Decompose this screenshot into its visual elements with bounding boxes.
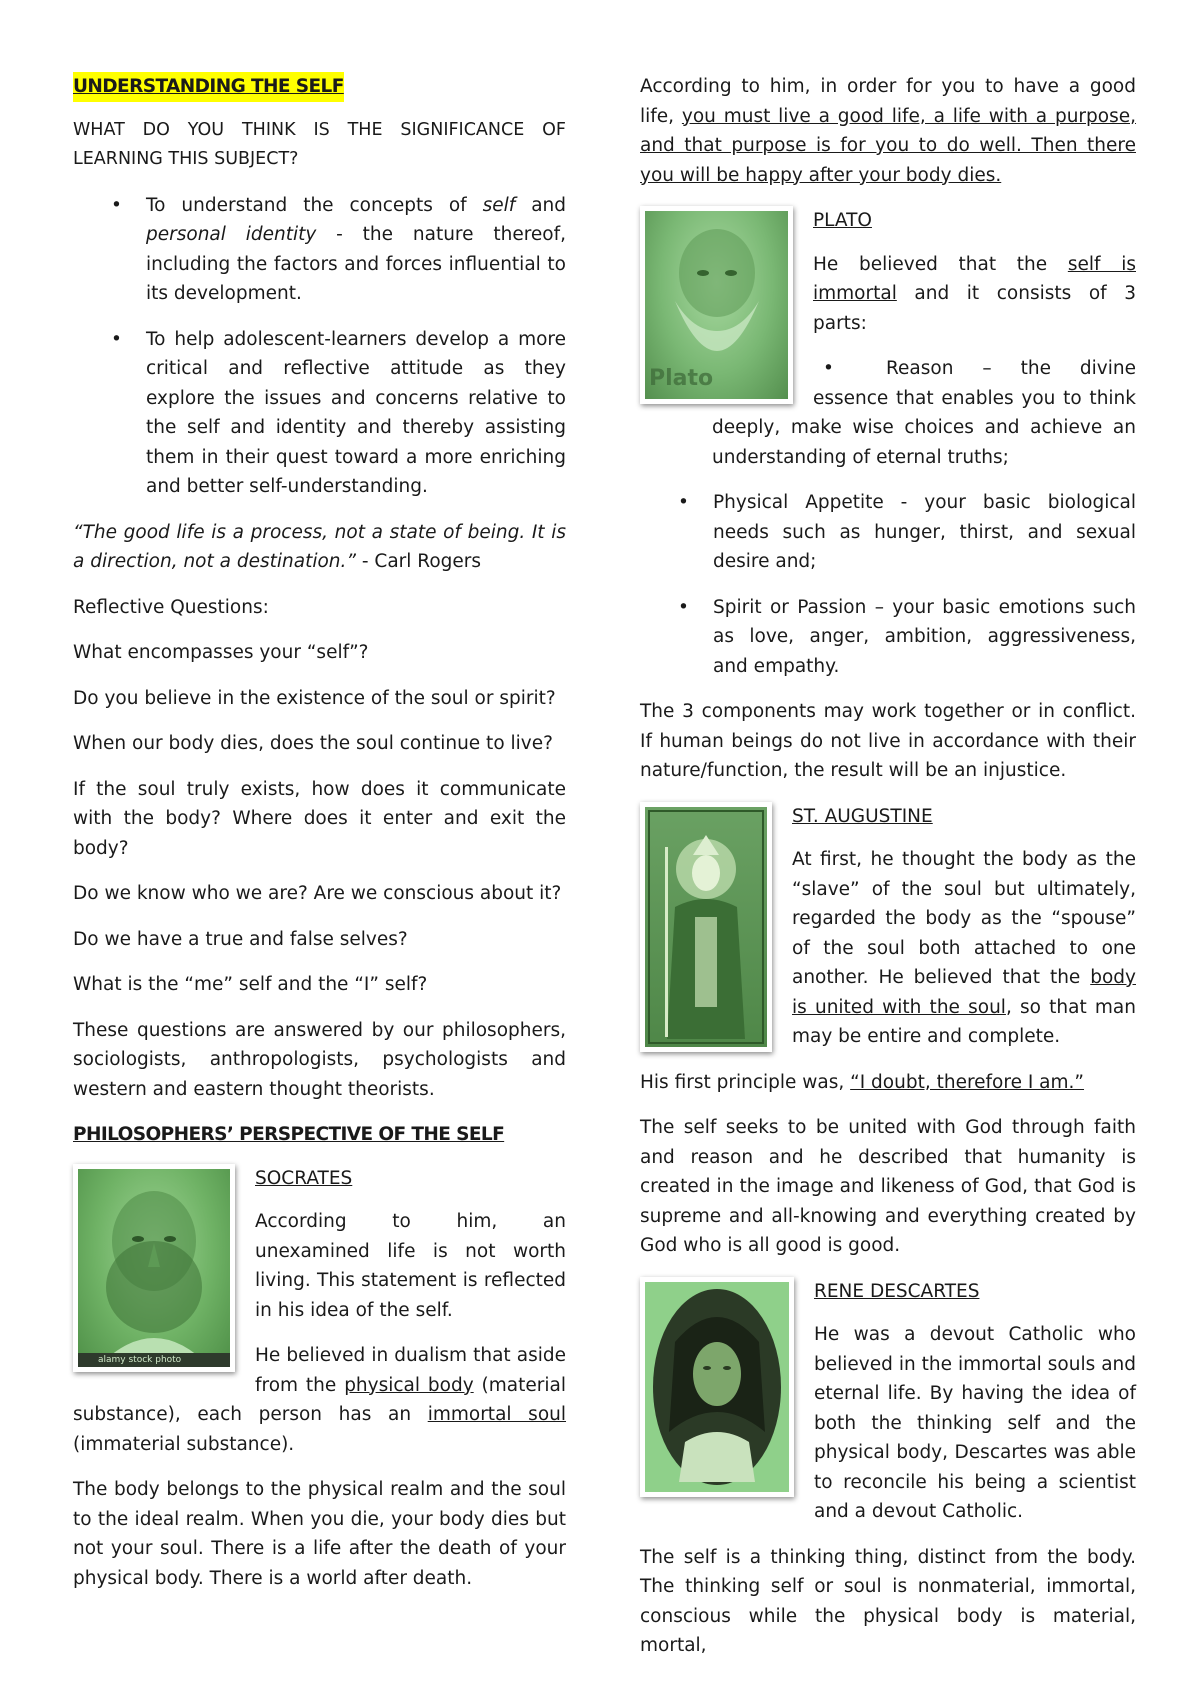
- socrates-section: [73, 1164, 566, 1594]
- augustine-p3: The self seeks to be united with God through faith and reason and he described that humanity is created in the image and likeness of God, that God is supreme and all-knowing and everything created by God who is all good is good.: [640, 1117, 1136, 1256]
- socrates-portrait-art: [78, 1169, 230, 1367]
- socrates-p2: He believed in dualism that aside from the physical body (material substance), each person has an immortal soul (immaterial substance).: [73, 1345, 567, 1455]
- question-item: What is the “me” self and the “I” self?: [73, 974, 428, 995]
- immortal-soul-term: immortal soul: [427, 1404, 567, 1425]
- augustine-p2: His first principle was, “I doubt, therefore I am.”: [640, 1071, 1085, 1093]
- plato-p1: He believed that the self is immortal and it consists of 3 parts:: [813, 253, 1136, 334]
- right-column: [640, 72, 1136, 1677]
- descartes-section: [640, 1277, 1136, 1661]
- descartes-name: RENE DESCARTES: [814, 1280, 980, 1302]
- physical-body-term: physical body: [344, 1374, 474, 1396]
- plato-name: PLATO: [813, 210, 872, 231]
- augustine-portrait-art: [645, 807, 767, 1047]
- question-item: Do we have a true and false selves?: [73, 928, 408, 950]
- page-title: UNDERSTANDING THE SELF: [73, 72, 344, 102]
- augustine-portrait: [645, 807, 767, 1047]
- augustine-figure: [640, 802, 772, 1052]
- stock-watermark: alamy stock photo: [78, 1353, 230, 1367]
- quote-text: “The good life is a process, not a state of being. It is a direction, not a destination.”: [73, 521, 566, 572]
- list-item: • Spirit or Passion – your basic emotions such as love, anger, ambition, aggressiveness, and empathy.: [640, 593, 1136, 682]
- socrates-continued: According to him, in order for you to have a good life, you must live a good life, a life with a purpose, and that purpose is for you to do well. Then there you will be happy after your body dies.: [640, 76, 1137, 186]
- first-principle: “I doubt, therefore I am.”: [850, 1071, 1085, 1093]
- quote: [73, 518, 566, 577]
- left-column: [73, 72, 566, 1609]
- self-immortal-term: self is immortal: [813, 253, 1136, 304]
- socrates-p3: The body belongs to the physical realm and the soul to the ideal realm. When you die, your body dies but not your soul. There is a life after the death of your physical body. There is a world after death.: [73, 1479, 566, 1589]
- descartes-p2: The self is a thinking thing, distinct from the body. The thinking self or soul is nonmaterial, immortal, conscious while the physical body is material, mortal,: [640, 1546, 1136, 1656]
- descartes-portrait-art: [645, 1282, 789, 1492]
- question-item: Do you believe in the existence of the soul or spirit?: [73, 687, 556, 709]
- augustine-p1: At first, he thought the body as the “slave” of the soul but ultimately, regarded the body as the “spouse” of the soul both attached to one another. He believed that the body is united with the soul, so that man may be entire and complete.: [792, 849, 1136, 1047]
- descartes-portrait: [645, 1282, 789, 1492]
- list-item: • To understand the concepts of self and personal identity - the nature thereof, including the factors and forces influential to its development.: [73, 191, 566, 309]
- question-item: Do we know who we are? Are we conscious about it?: [73, 883, 562, 904]
- descartes-p1: He was a devout Catholic who believed in the immortal souls and eternal life. By having the idea of both the thinking self and the physical body, Descartes was able to reconcile his being a scientist and a devout Catholic.: [814, 1324, 1136, 1522]
- list-item: • To help adolescent-learners develop a more critical and reflective attitude as they explore the issues and concerns relative to the self and identity and thereby assisting them in their quest toward a more enriching and better self-understanding.: [73, 325, 566, 502]
- question-item: If the soul truly exists, how does it communicate with the body? Where does it enter and exit the body?: [73, 778, 566, 859]
- question-item: When our body dies, does the soul continue to live?: [73, 733, 553, 754]
- reflective-heading: Reflective Questions:: [73, 596, 269, 618]
- term-personal-identity: personal identity: [146, 224, 317, 245]
- socrates-figure: [73, 1164, 235, 1372]
- objectives-list: [73, 191, 566, 502]
- descartes-figure: [640, 1277, 794, 1497]
- plato-caption: Plato: [649, 365, 714, 391]
- augustine-section: [640, 802, 1136, 1261]
- good-life-underlined: you must live a good life, a life with a purpose, and that purpose is for you to do well. Then there you will be happy after your body dies.: [640, 105, 1137, 186]
- plato-section: [640, 206, 1136, 786]
- body-united-term: body is united with the soul: [792, 967, 1136, 1018]
- question-item: What encompasses your “self”?: [73, 642, 369, 663]
- socrates-name: SOCRATES: [255, 1167, 353, 1189]
- socrates-p1: According to him, an unexamined life is not worth living. This statement is reflected in his idea of the self.: [255, 1211, 566, 1321]
- significance-question: WHAT DO YOU THINK IS THE SIGNIFICANCE OF LEARNING THIS SUBJECT?: [73, 119, 566, 169]
- plato-parts-list: [640, 354, 1136, 681]
- list-item: • Physical Appetite - your basic biological needs such as hunger, thirst, and sexual desire and;: [640, 488, 1136, 577]
- section-heading: PHILOSOPHERS’ PERSPECTIVE OF THE SELF: [73, 1124, 505, 1145]
- answered-paragraph: These questions are answered by our philosophers, sociologists, anthropologists, psychologists and western and eastern thought theorists.: [73, 1019, 566, 1100]
- plato-p2: The 3 components may work together or in conflict. If human beings do not live in accordance with their nature/function, the result will be an injustice.: [640, 701, 1136, 781]
- term-self: self: [482, 194, 516, 216]
- quote-author: - Carl Rogers: [355, 551, 482, 572]
- socrates-portrait: [78, 1169, 230, 1367]
- augustine-name: ST. AUGUSTINE: [792, 805, 933, 827]
- list-item: • Reason – the divine essence that enables you to think deeply, make wise choices and achieve an understanding of eternal truths;: [712, 354, 1136, 472]
